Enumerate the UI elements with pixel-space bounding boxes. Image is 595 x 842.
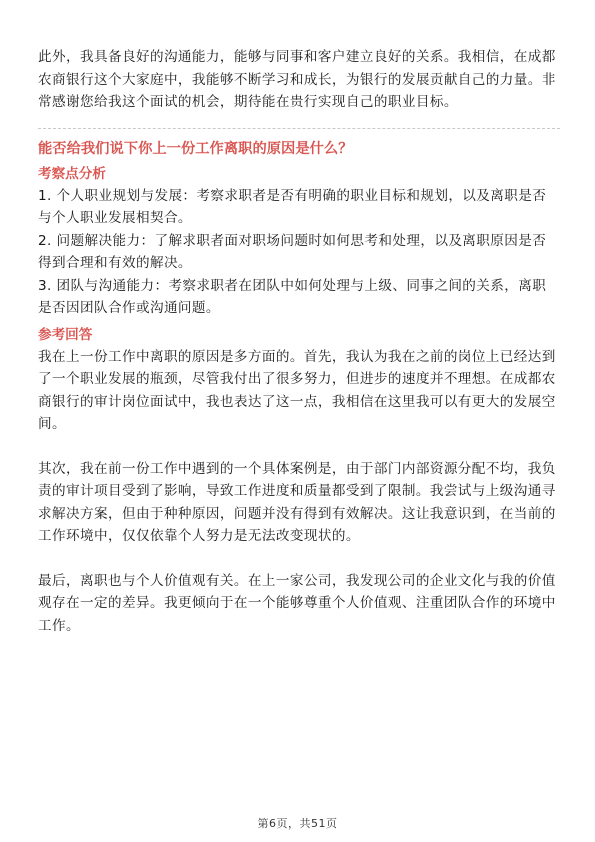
analysis-item: 1. 个人职业规划与发展：考察求职者是否有明确的职业目标和规划，以及离职是否与个人职业发展相契合。	[38, 187, 547, 226]
analysis-item: 3. 团队与沟通能力：考察求职者在团队中如何处理与上级、同事之间的关系，离职是否因团队合作或沟通问题。	[38, 277, 547, 316]
question-heading: 能否给我们说下你上一份工作离职的原因是什么？	[38, 140, 353, 157]
answer-paragraph: 其次，我在前一份工作中遇到的一个具体案例是，由于部门内部资源分配不均，我负责的审计项目受到了影响，导致工作进度和质量都受到了限制。我尝试与上级沟通寻求解决方案，但由于种种原因，问题并没有得到有效解决。这让我意识到，在当前的工作环境中，仅仅依靠个人努力是无法改变现状的。	[38, 460, 556, 544]
intro-paragraph: 此外，我具备良好的沟通能力，能够与同事和客户建立良好的关系。我相信，在成都农商银行这个大家庭中，我能够不断学习和成长，为银行的发展贡献自己的力量。非常感谢您给我这个面试的机会，期待能在贵行实现自己的职业目标。	[38, 49, 556, 110]
analysis-title: 考察点分析	[38, 165, 106, 182]
answer-paragraph: 我在上一份工作中离职的原因是多方面的。首先，我认为我在之前的岗位上已经达到了一个职业发展的瓶颈，尽管我付出了很多努力，但进步的速度并不理想。在成都农商银行的审计岗位面试中，我也表达了这一点，我相信在这里我可以有更大的发展空间。	[38, 348, 556, 432]
analysis-item: 2. 问题解决能力：了解求职者面对职场问题时如何思考和处理，以及离职原因是否得到合理和有效的解决。	[38, 232, 547, 271]
answer-paragraph: 最后，离职也与个人价值观有关。在上一家公司，我发现公司的企业文化与我的价值观存在一定的差异。我更倾向于在一个能够尊重个人价值观、注重团队合作的环境中工作。	[38, 572, 556, 634]
document-page	[38, 46, 560, 637]
section-divider	[38, 128, 560, 129]
page-number: 第6页，共51页	[257, 817, 338, 830]
answer-title: 参考回答	[38, 326, 93, 343]
